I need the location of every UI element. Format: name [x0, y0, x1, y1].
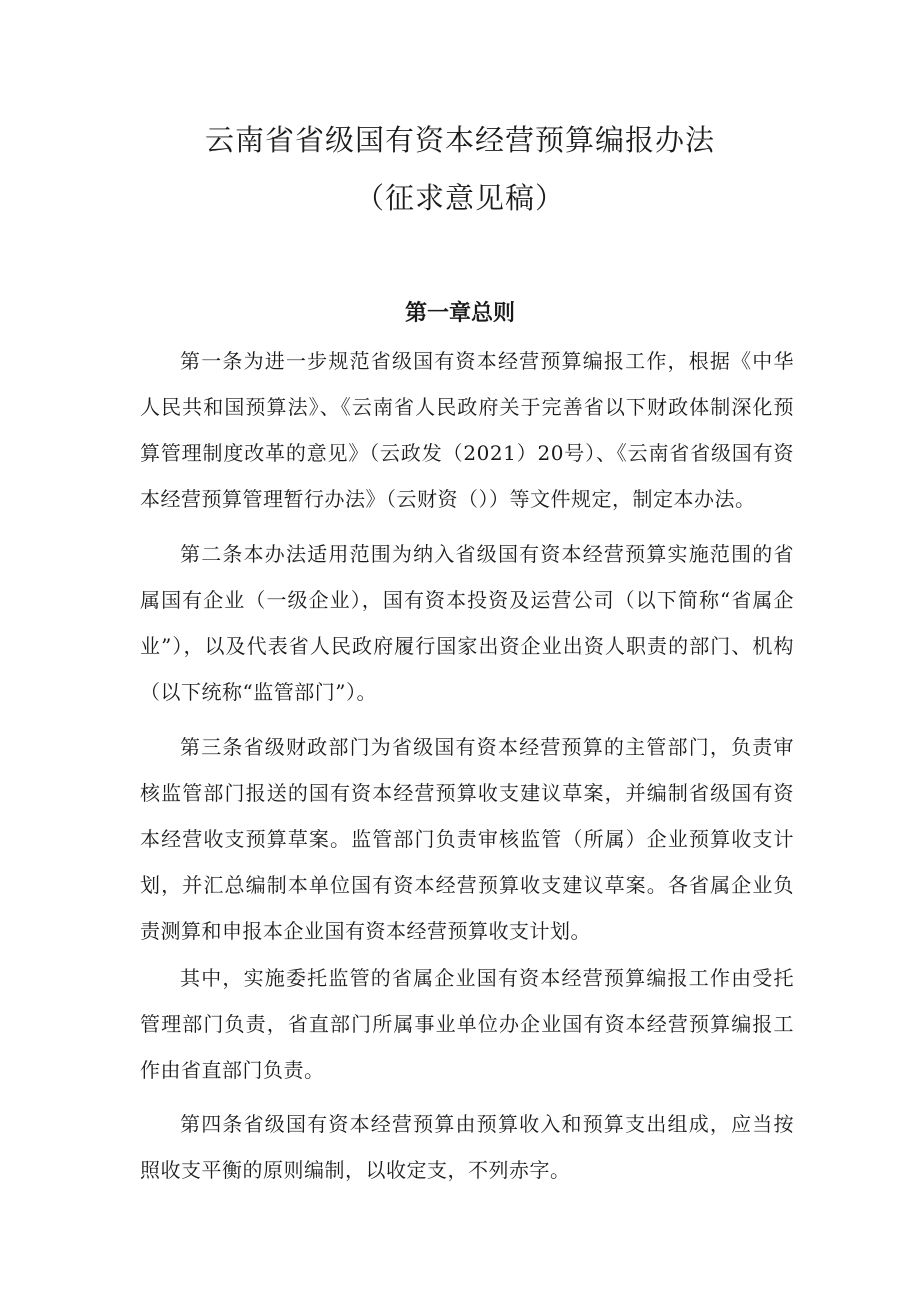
article-2-paragraph: 第二条本办法适用范围为纳入省级国有资本经营预算实施范围的省属国有企业（一级企业），国有资本投资及运营公司（以下简称“省属企业”），以及代表省人民政府履行国家出资企业出资人职责的部门、机构（以下统称“监管部门”）。: [140, 542, 794, 704]
chapter-heading: 第一章总则: [404, 301, 515, 326]
document-title: 云南省省级国有资本经营预算编报办法: [204, 123, 715, 157]
article-3-paragraph: 第三条省级财政部门为省级国有资本经营预算的主管部门，负责审核监管部门报送的国有资本经营预算收支建议草案，并编制省级国有资本经营收支预算草案。监管部门负责审核监管（所属）企业预算收支计划，并汇总编制本单位国有资本经营预算收支建议草案。各省属企业负责测算和申报本企业国有资本经营预算收支计划。: [140, 735, 794, 943]
article-1-paragraph: 第一条为进一步规范省级国有资本经营预算编报工作，根据《中华人民共和国预算法》、《云南省人民政府关于完善省以下财政体制深化预算管理制度改革的意见》（云政发（2021）20号）、《云南省省级国有资本经营预算管理暂行办法》（云财资（））等文件规定，制定本办法。: [140, 349, 794, 511]
article-4-paragraph: 第四条省级国有资本经营预算由预算收入和预算支出组成，应当按照收支平衡的原则编制，以收定支，不列赤字。: [140, 1112, 794, 1182]
document-subtitle: （征求意见稿）: [354, 181, 565, 215]
article-3-supplement-paragraph: 其中，实施委托监管的省属企业国有资本经营预算编报工作由受托管理部门负责，省直部门所属事业单位办企业国有资本经营预算编报工作由省直部门负责。: [140, 966, 794, 1082]
